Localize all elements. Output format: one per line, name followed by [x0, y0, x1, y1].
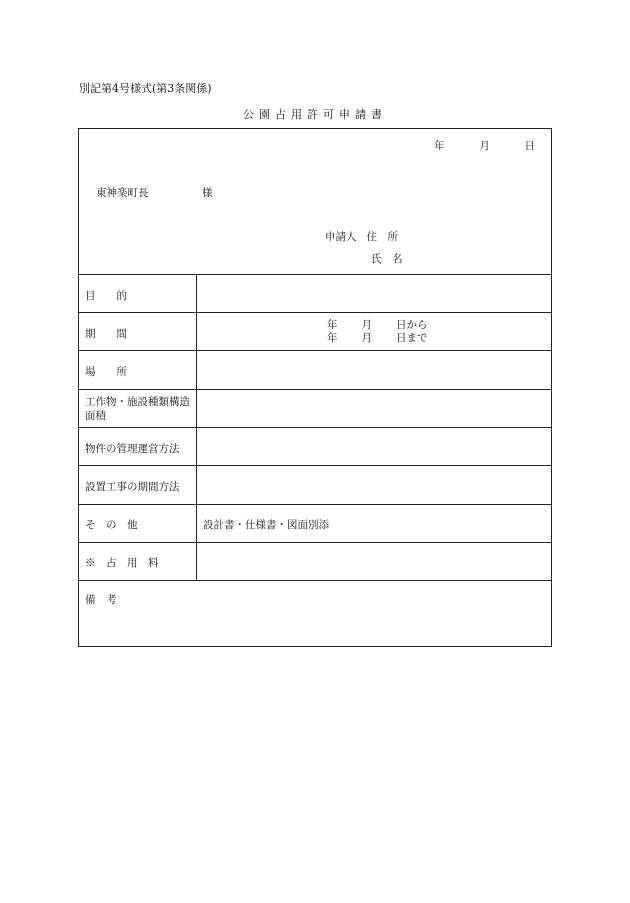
- divider: [79, 274, 551, 275]
- divider: [79, 542, 551, 543]
- period-from-month: 月: [361, 319, 372, 331]
- row-label-purpose: 目 的: [85, 290, 127, 302]
- addressee-name: 東神楽町長: [96, 187, 149, 199]
- column-divider: [196, 274, 197, 580]
- period-to-month: 月: [361, 332, 372, 344]
- application-form: [78, 128, 552, 647]
- divider: [79, 312, 551, 313]
- period-to: [327, 332, 428, 345]
- divider: [79, 350, 551, 351]
- period-from-year: 年: [327, 319, 338, 331]
- addressee-honorific: 様: [202, 187, 213, 199]
- date-line: [434, 138, 535, 153]
- period-from-day: 日から: [396, 319, 428, 331]
- period-from: [327, 319, 428, 332]
- applicant-label: 申請人: [325, 231, 357, 243]
- row-label-location: 場 所: [85, 366, 127, 378]
- row-label-other: そ の 他: [85, 519, 138, 531]
- divider: [79, 389, 551, 390]
- divider: [79, 580, 551, 581]
- period-to-day: 日まで: [396, 332, 428, 344]
- year-label: 年: [434, 140, 445, 152]
- row-value-other: 設計書・仕様書・図面別添: [203, 519, 329, 531]
- document-title: 公園占用許可申請書: [243, 108, 387, 121]
- row-label-management: 物件の管理運営方法: [85, 443, 180, 455]
- day-label: 日: [524, 140, 535, 152]
- month-label: 月: [479, 140, 490, 152]
- row-label-period: 期 間: [85, 328, 127, 340]
- row-label-structure: 工作物・施設種類構造面積: [85, 396, 190, 422]
- row-label-fee: ※ 占 用 料: [85, 557, 159, 569]
- address-label: 住 所: [366, 231, 398, 243]
- period-to-year: 年: [327, 332, 338, 344]
- period-value: [327, 319, 428, 345]
- applicant-address-line: [325, 229, 398, 244]
- applicant-name-label: 氏 名: [371, 253, 403, 265]
- remarks-label: 備 考: [85, 594, 117, 606]
- divider: [79, 427, 551, 428]
- addressee: [96, 185, 213, 200]
- row-label-construction: 設置工事の期間方法: [85, 481, 180, 493]
- divider: [79, 504, 551, 505]
- divider: [79, 465, 551, 466]
- form-number-label: 別記第4号様式(第3条関係): [79, 82, 212, 95]
